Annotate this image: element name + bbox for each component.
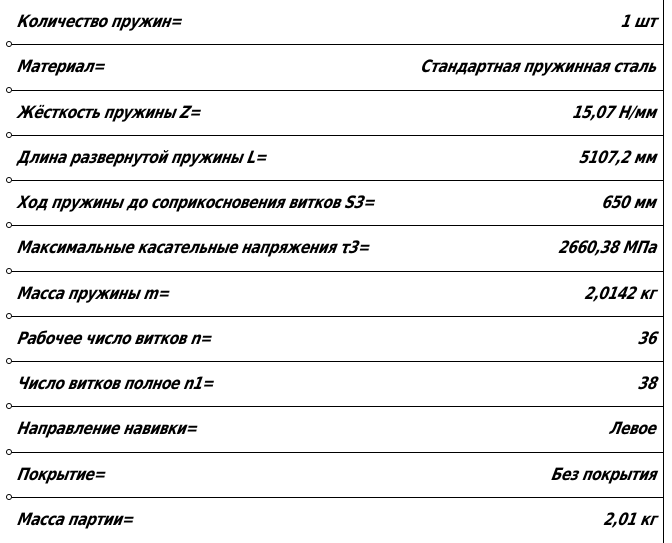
row-value: Без покрытия xyxy=(549,464,660,485)
row-label: Максимальные касательные напряжения τ3= xyxy=(15,238,373,259)
row-value: 5107,2 мм xyxy=(577,147,660,168)
row-value: 2,0142 кг xyxy=(583,283,660,304)
row-label: Масса пружины m= xyxy=(15,283,172,304)
row-label: Число витков полное n1= xyxy=(15,374,217,395)
row-value: Левое xyxy=(608,419,660,440)
row-spring-count xyxy=(12,0,663,45)
row-value: 650 мм xyxy=(601,193,660,214)
row-value: 1 шт xyxy=(619,12,660,33)
row-value: Стандартная пружинная сталь xyxy=(419,57,660,78)
row-label: Длина развернутой пружины L= xyxy=(15,147,270,168)
row-value: 2660,38 MПа xyxy=(556,238,660,259)
row-label: Рабочее число витков n= xyxy=(15,328,215,349)
row-label: Направление навивки= xyxy=(15,419,200,440)
row-label: Жёсткость пружины Z= xyxy=(15,102,204,123)
row-spring-mass xyxy=(12,272,663,317)
row-value: 38 xyxy=(636,374,660,395)
row-value: 36 xyxy=(636,328,660,349)
row-label: Покрытие= xyxy=(15,464,108,485)
row-coating xyxy=(12,453,663,498)
row-max-shear-stress xyxy=(12,226,663,271)
row-value: 2,01 кг xyxy=(602,510,660,531)
row-unwound-length xyxy=(12,136,663,181)
row-stiffness xyxy=(12,91,663,136)
row-label: Количество пружин= xyxy=(15,12,185,33)
row-total-coils xyxy=(12,362,663,407)
spring-spec-table xyxy=(12,0,664,543)
row-value: 15,07 Н/мм xyxy=(571,102,660,123)
row-label: Материал= xyxy=(15,57,108,78)
row-winding-direction xyxy=(12,407,663,452)
row-label: Масса партии= xyxy=(15,510,137,531)
row-stroke-to-contact xyxy=(12,181,663,226)
row-active-coils xyxy=(12,317,663,362)
row-batch-mass xyxy=(12,498,663,543)
row-material xyxy=(12,45,663,90)
row-label: Ход пружины до соприкосновения витков S3= xyxy=(15,193,378,214)
